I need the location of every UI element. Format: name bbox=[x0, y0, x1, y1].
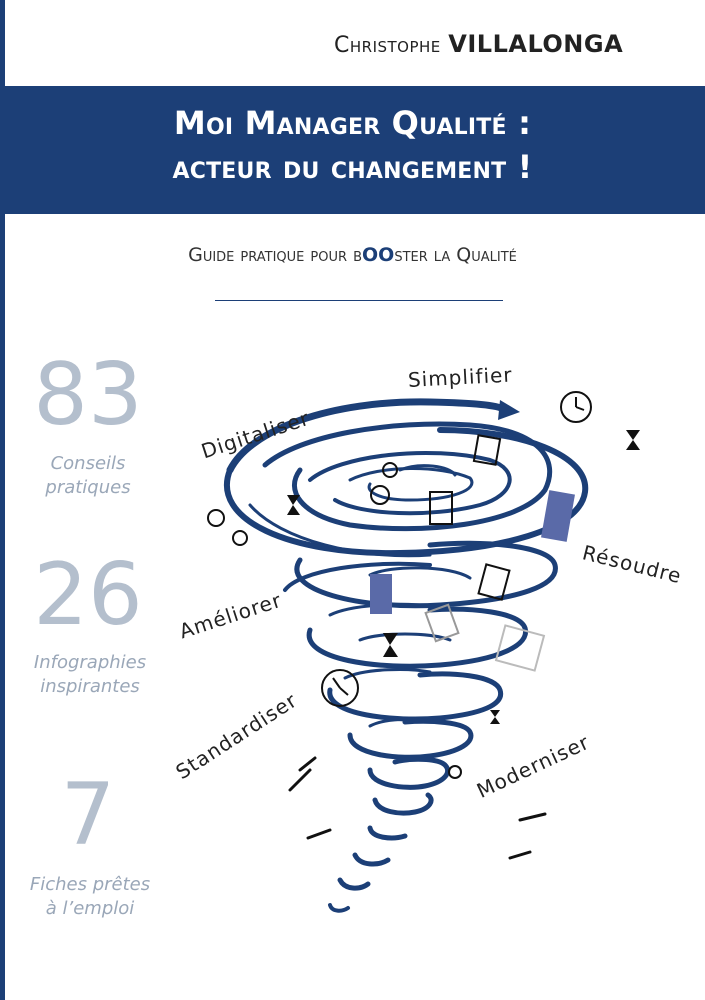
subtitle-pre: Guide pratique pour b bbox=[188, 244, 363, 266]
stat-label-conseils-line2: pratiques bbox=[45, 477, 131, 499]
stat-number-conseils: 83 bbox=[33, 345, 143, 445]
keyword-ameliorer: Améliorer bbox=[176, 587, 285, 644]
author-first-name: Christophe bbox=[334, 33, 441, 58]
stat-number-infographies: 26 bbox=[33, 545, 143, 645]
keyword-simplifier: Simplifier bbox=[407, 362, 514, 392]
title-line-1: Moi Manager Qualité : bbox=[173, 104, 532, 142]
subtitle-highlight: OO bbox=[362, 244, 395, 266]
stat-label-fiches-line2: à l’emploi bbox=[45, 898, 135, 920]
keyword-digitaliser: Digitaliser bbox=[198, 405, 313, 464]
stat-label-infographies-line2: inspirantes bbox=[40, 676, 140, 698]
author-last-name: VILLALONGA bbox=[448, 30, 624, 58]
stat-label-fiches-line1: Fiches prêtes bbox=[29, 874, 151, 895]
keyword-standardiser: Standardiser bbox=[171, 687, 302, 785]
stat-label-infographies-line1: Infographies bbox=[33, 652, 147, 673]
keyword-moderniser: Moderniser bbox=[472, 729, 594, 803]
stat-label-conseils-line1: Conseils bbox=[50, 453, 126, 474]
keyword-resoudre: Résoudre bbox=[580, 540, 685, 589]
subtitle-post: ster la Qualité bbox=[394, 244, 517, 266]
stat-number-fiches: 7 bbox=[60, 765, 116, 865]
title-line-2: acteur du changement ! bbox=[172, 148, 533, 186]
